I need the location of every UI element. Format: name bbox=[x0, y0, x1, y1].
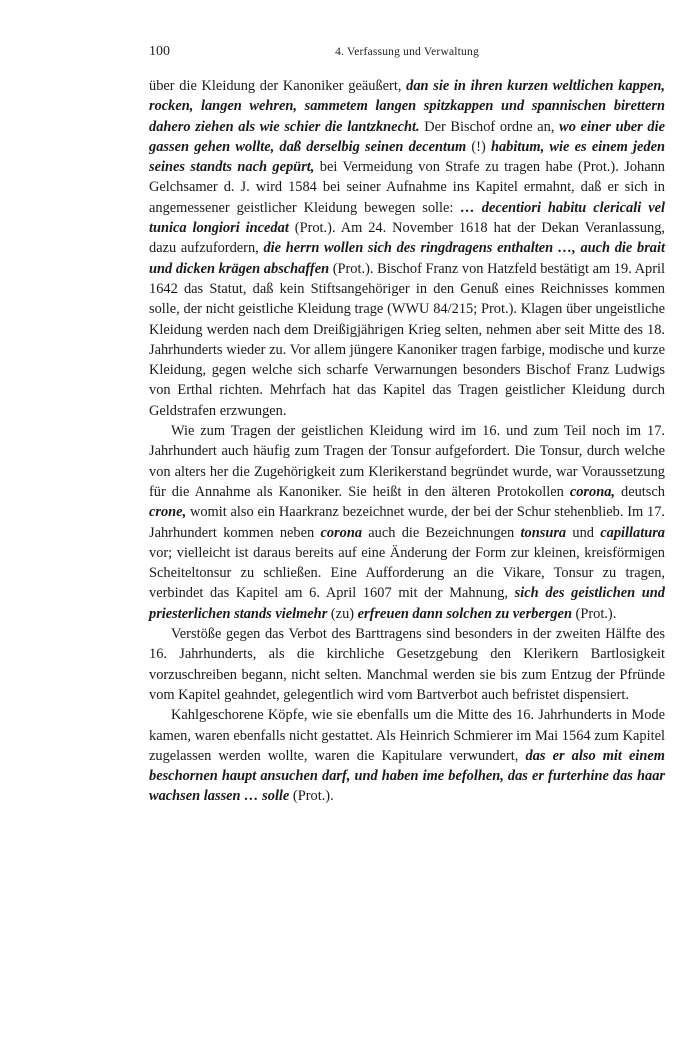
quoted-source-text: erfreuen dann solchen zu verbergen bbox=[357, 605, 572, 622]
quoted-source-text: wo einer uber die gassen gehen wollte, daß derselbig seinen decentum bbox=[149, 118, 665, 155]
text-run: (Prot.). Bischof Franz von Hatzfeld bestätigt am 19. April 1642 das Statut, daß kein Stiftsangehöriger in den Genuß eines Reichnisses kommen solle, der nicht geistliche Kleidung trage (WWU 84/215; Prot.). Klagen über ungeistliche Kleidung werden nach dem Dreißigjährigen Krieg selten, nehmen aber seit Mitte des 18. Jahrhunderts wieder zu. Vor allem jüngere Kanoniker tragen farbige, modische und kurze Kleidung, gegen welche sich scharfe Verwarnungen besonders Bischof Franz Ludwigs von Erthal richten. Mehrfach hat das Kapitel das Tragen geistlicher Kleidung durch Geldstrafen erzwungen. bbox=[149, 260, 665, 419]
quoted-source-text: capillatura bbox=[600, 524, 665, 541]
quoted-source-text: dan sie in ihren kurzen weltlichen kappen, rocken, langen wehren, sammetem langen spitzkappen und spannischen birettern dahero ziehen als wie schier die lantzknecht. bbox=[149, 78, 666, 135]
text-run: (Prot.). bbox=[571, 605, 617, 622]
text-run: auch die Bezeichnungen bbox=[362, 524, 521, 541]
quoted-source-text: corona, bbox=[569, 483, 615, 500]
paragraph bbox=[149, 705, 665, 806]
body-text bbox=[149, 76, 665, 807]
quoted-source-text: die herrn wollen sich des ringdragens enthalten …, auch die brait und dicken krägen abschaffen bbox=[149, 240, 665, 277]
text-run: und bbox=[566, 524, 601, 541]
text-run: womit also ein Haarkranz bezeichnet wurde, der bei der Schur stehenblieb. Im 17. Jahrhundert kommen neben bbox=[149, 504, 665, 541]
quoted-source-text: sich des geistlichen und priesterlichen stands vielmehr bbox=[149, 585, 666, 622]
chapter-title: 4. Verfassung und Verwaltung bbox=[335, 46, 479, 58]
text-run: über die Kleidung der Kanoniker geäußert, bbox=[149, 78, 407, 94]
text-run: bei Vermeidung von Strafe zu tragen habe (Prot.). Johann Gelchsamer d. J. wird 1584 bei seiner Aufnahme ins Kapitel ermahnt, daß er sich in angemessener geistlicher Kleidung bewegen solle: bbox=[149, 159, 665, 216]
text-run: Verstöße gegen das Verbot des Barttragens sind besonders in der zweiten Hälfte des 16. Jahrhunderts, als die kirchliche Gesetzgebung den Klerikern Bartlosigkeit vorzuschreiben begann, nicht selten. Manchmal werden sie bis zum Entzug der Pfründe vom Kapitel geahndet, gelegentlich wird vom Bartverbot auch befristet dispensiert. bbox=[149, 626, 665, 703]
paragraph bbox=[149, 421, 665, 624]
text-run: Der Bischof ordne an, bbox=[419, 118, 560, 135]
text-run: Kahlgeschorene Köpfe, wie sie ebenfalls um die Mitte des 16. Jahrhunderts in Mode kamen, waren ebenfalls nicht gestattet. Als Heinrich Schmierer im Mai 1564 zum Kapitel zugelassen werden wollte, waren die Kapitulare verwundert, bbox=[149, 707, 665, 764]
text-run: (Prot.). bbox=[289, 788, 334, 805]
quoted-source-text: habitum, wie es einem jeden seines standts nach gepürt, bbox=[149, 138, 665, 176]
paragraph bbox=[149, 76, 665, 421]
text-run: vor; vielleicht ist daraus bereits auf eine Änderung der Form zur kleinen, kreisförmigen Scheiteltonsur zu schließen. Eine Aufforderung an die Vikare, Tonsur zu tragen, verbindet das Kapitel am 6. April 1607 mit der Mahnung, bbox=[149, 544, 665, 602]
quoted-source-text: … decentiori habitu clericali vel tunica longiori incedat bbox=[149, 199, 665, 237]
quoted-source-text: das er also mit einem beschornen haupt ansuchen darf, und haben ime befolhen, das er furterhine das haar wachsen lassen … solle bbox=[149, 747, 665, 805]
text-run: (zu) bbox=[327, 605, 358, 622]
quoted-source-text: corona bbox=[320, 524, 363, 541]
quoted-source-text: crone, bbox=[149, 504, 187, 521]
text-run: deutsch bbox=[615, 483, 665, 500]
quoted-source-text: tonsura bbox=[520, 524, 567, 541]
text-run: Wie zum Tragen der geistlichen Kleidung wird im 16. und zum Teil noch im 17. Jahrhundert auch häufig zum Tragen der Tonsur aufgefordert. Die Tonsur, durch welche von alters her die Zugehörigkeit zum Klerikerstand begründet wurde, war Voraussetzung für die Annahme als Kanoniker. Sie heißt in den älteren Protokollen bbox=[149, 423, 665, 500]
paragraph bbox=[149, 624, 665, 705]
page-number: 100 bbox=[149, 44, 170, 59]
running-head bbox=[149, 44, 665, 62]
text-run: (Prot.). Am 24. November 1618 hat der Dekan Veranlassung, dazu aufzufordern, bbox=[149, 220, 665, 257]
text-run: (!) bbox=[466, 138, 491, 155]
